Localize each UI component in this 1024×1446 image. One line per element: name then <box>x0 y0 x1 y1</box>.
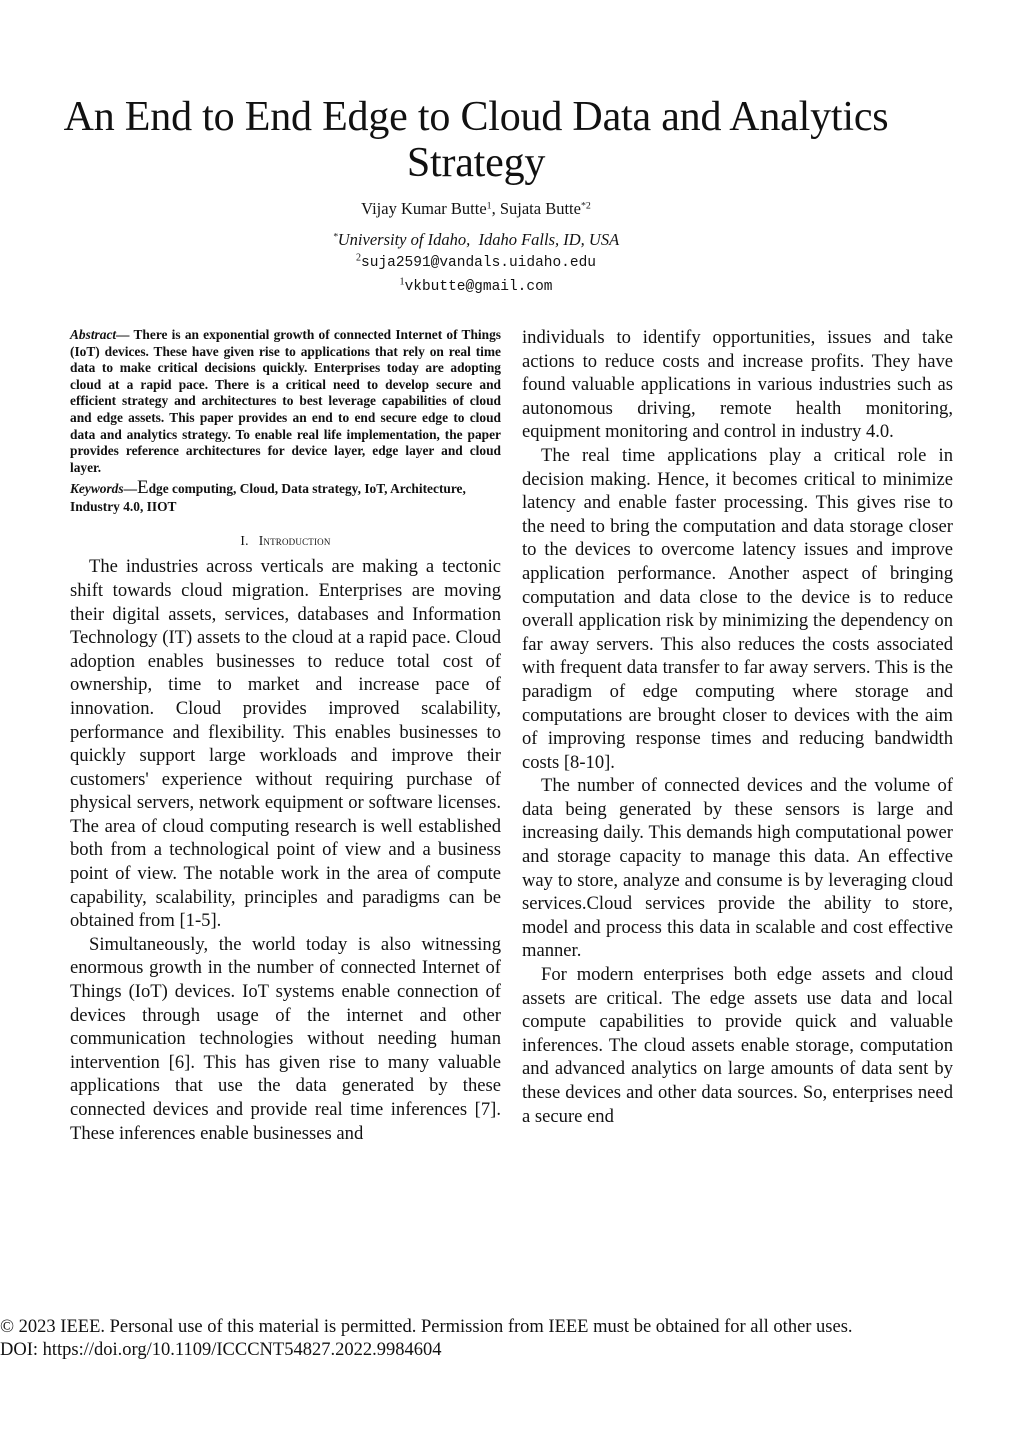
section-heading <box>70 532 501 550</box>
doi-link[interactable]: DOI: https://doi.org/10.1109/ICCCNT54827.2022.9984604 <box>0 1340 442 1360</box>
author-name: Sujata Butte <box>499 199 581 218</box>
email-marker: 2 <box>355 252 362 264</box>
body-paragraph: Simultaneously, the world today is also witnessing enormous growth in the number of connected Internet of Things (IoT) devices. IoT systems enable connection of devices through usage of the internet and other communication technologies without needing human intervention [6]. This has given rise to many valuable applications that use the data generated by these connected devices and provide real time inferences [7]. These inferences enable businesses and <box>70 933 501 1144</box>
affiliation <box>0 230 952 250</box>
email-address[interactable]: vkbutte@gmail.com <box>404 279 553 295</box>
author-name: Vijay Kumar Butte <box>361 199 487 218</box>
author-marker: 1 <box>486 200 492 212</box>
keywords-label: Keywords <box>70 481 124 497</box>
paper-title: An End to End Edge to Cloud Data and Analytics Strategy <box>63 94 889 186</box>
abstract <box>70 327 501 476</box>
body-paragraph: The number of connected devices and the volume of data being generated by these sensors is large and increasing daily. This demands high computational power and storage capacity to manage this data. An effective way to store, analyze and consume is by leveraging cloud services.Cloud services provide the ability to store, model and process this data in scalable and cost effective manner. <box>522 775 953 962</box>
affiliation-marker: * <box>332 231 338 243</box>
section-number: I. <box>240 533 249 549</box>
keywords-dash: — <box>123 481 137 497</box>
abstract-text: There is an exponential growth of connected Internet of Things (IoT) devices. These have given rise to applications that rely on real time data to make critical decisions quickly. Enterprises today are adopting cloud at a rapid pace. There is a critical need to develop secure and efficient strategy and architectures to best leverage capabilities of cloud and edge assets. This paper provides an end to end secure edge to cloud data and analytics strategy. To enable real life implementation, the paper provides reference architectures for device layer, edge layer and cloud layer. <box>70 327 501 475</box>
author-line <box>0 199 952 219</box>
email-line <box>0 278 952 296</box>
author-marker: *2 <box>580 200 591 212</box>
section-title: Introduction <box>258 533 331 549</box>
keywords <box>70 479 501 515</box>
copyright-footer <box>0 1316 853 1362</box>
copyright-notice: © 2023 IEEE. Personal use of this material is permitted. Permission from IEEE must be obtained for all other uses. <box>0 1317 853 1337</box>
body-paragraph-continuation: individuals to identify opportunities, issues and take actions to reduce costs and increase profits. They have found valuable applications in various industries such as autonomous driving, remote health monitoring, equipment monitoring and control in industry 4.0. <box>522 327 953 443</box>
body-paragraph: For modern enterprises both edge assets and cloud assets are critical. The edge assets use data and local compute capabilities to provide quick and valuable inferences. The cloud assets enable storage, computation and advanced analytics on large amounts of data sent by these devices and other data sources. So, enterprises need a secure end <box>522 964 953 1127</box>
left-column <box>70 327 501 1145</box>
affiliation-text: University of Idaho, Idaho Falls, ID, USA <box>337 230 620 249</box>
email-marker: 1 <box>399 276 405 288</box>
keywords-text: dge computing, Cloud, Data strategy, IoT, Architecture, Industry 4.0, IIOT <box>70 481 466 514</box>
email-line <box>0 254 952 272</box>
right-column <box>522 326 953 1128</box>
author-separator: , <box>491 199 500 218</box>
keywords-first-letter: E <box>136 477 149 499</box>
abstract-label: Abstract— <box>70 327 130 342</box>
body-paragraph: The industries across verticals are making a tectonic shift towards cloud migration. Enterprises are moving their digital assets, services, databases and Information Technology (IT) assets to the cloud at a rapid pace. Cloud adoption enables businesses to reduce total cost of ownership, time to market and increase pace of innovation. Cloud provides improved scalability, performance and flexibility. This enables businesses to quickly support large workloads and improve their customers' experience without requiring purchase of physical servers, network equipment or software licenses. The area of cloud computing research is well established both from a technological point of view and a business point of view. The notable work in the area of compute capability, scalability, principles and paradigms can be obtained from [1-5]. <box>70 556 501 932</box>
body-paragraph: The real time applications play a critical role in decision making. Hence, it becomes critical to minimize latency and enable faster processing. This gives rise to the need to bring the computation and data storage closer to the devices to overcome latency issues and improve application performance. Another aspect of bringing computation and data close to the device is to reduce overall application risk by minimizing the dependency on far away servers. This also reduces the costs associated with frequent data transfer to far away servers. This is the paradigm of edge computing where storage and computations are brought closer to devices with the aim of improving response times and reducing bandwidth costs [8-10]. <box>522 444 953 773</box>
email-address[interactable]: suja2591@vandals.uidaho.edu <box>361 255 596 271</box>
